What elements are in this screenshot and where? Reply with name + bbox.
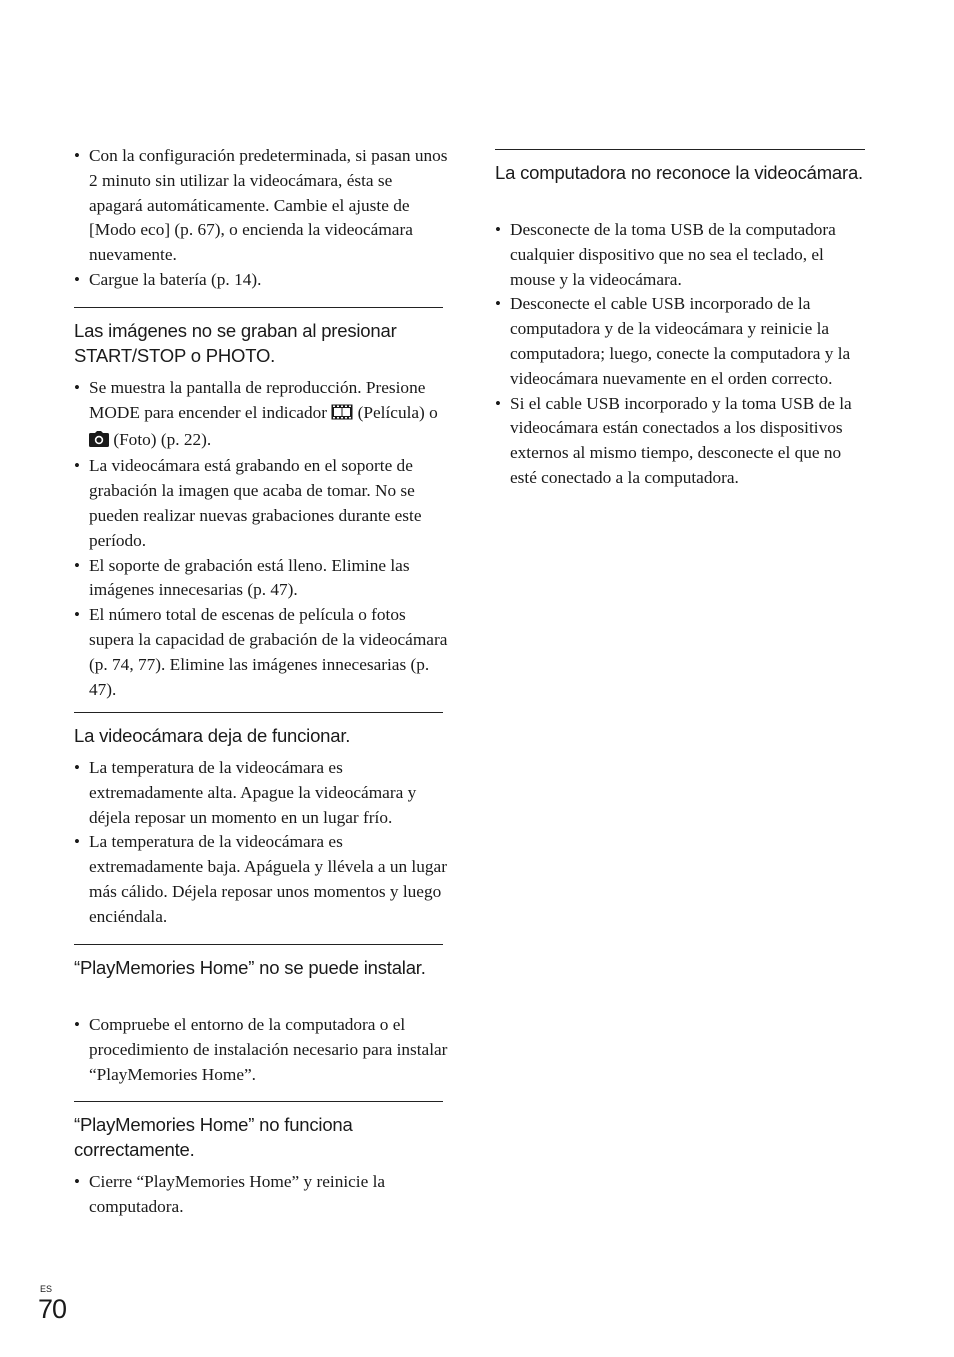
section-heading-cannot-install: “PlayMemories Home” no se puede instalar. — [74, 957, 426, 978]
list-item: • Con la configuración predeterminada, si pasan unos 2 minuto sin utilizar la videocámara, ésta se apagará automáticamente. Cambie el ajuste de [Modo eco] (p. 67), o encienda la videocámara nuevamente. — [74, 144, 449, 268]
film-strip-icon — [331, 403, 353, 428]
bullet-list-no-record — [74, 376, 449, 702]
list-item: • Desconecte el cable USB incorporado de la computadora y de la videocámara y reinicie la computadora; luego, conecte la computadora y la videocámara nuevamente en el orden correcto. — [495, 292, 871, 391]
list-item: • El soporte de grabación está lleno. Elimine las imágenes innecesarias (p. 47). — [74, 554, 449, 604]
list-item: • Si el cable USB incorporado y la toma USB de la videocámara están conectados a los dispositivos externos al mismo tiempo, desconecte el que no esté conectado a la computadora. — [495, 392, 871, 491]
page-number: 70 — [38, 1294, 67, 1324]
section-heading-not-recognized: La computadora no reconoce la videocámara. — [495, 162, 863, 183]
page-language-code: ES — [40, 1284, 53, 1294]
list-item: • Desconecte de la toma USB de la computadora cualquier dispositivo que no sea el teclado, el mouse y la videocámara. — [495, 218, 871, 292]
list-item: • La temperatura de la videocámara es extremadamente alta. Apague la videocámara y déjela reposar un momento en un lugar frío. — [74, 756, 449, 830]
bullet-list-not-working — [74, 1170, 449, 1220]
section-divider — [74, 307, 443, 308]
bullet-list-not-recognized — [495, 218, 871, 491]
section-heading-no-record: Las imágenes no se graban al presionar START/STOP o PHOTO. — [74, 320, 397, 366]
list-item: • Cierre “PlayMemories Home” y reinicie la computadora. — [74, 1170, 449, 1220]
camera-icon — [89, 430, 109, 455]
section-divider — [74, 944, 443, 945]
list-item: • Cargue la batería (p. 14). — [74, 268, 449, 293]
section-divider — [74, 1101, 443, 1102]
list-item: • Se muestra la pantalla de reproducción. Presione MODE para encender el indicador (Película) o (Foto) (p. 22). — [74, 376, 449, 454]
bullet-list-cannot-install — [74, 1013, 449, 1087]
list-item: • Compruebe el entorno de la computadora o el procedimiento de instalación necesario para instalar “PlayMemories Home”. — [74, 1013, 449, 1087]
bullet-list-stops-working — [74, 756, 449, 930]
section-divider — [74, 712, 443, 713]
section-heading-stops-working: La videocámara deja de funcionar. — [74, 725, 351, 746]
intro-bullet-list — [74, 144, 449, 293]
section-divider — [495, 149, 865, 150]
list-item: • El número total de escenas de película o fotos supera la capacidad de grabación de la videocámara (p. 74, 77). Elimine las imágenes innecesarias (p. 47). — [74, 603, 449, 702]
list-item: • La temperatura de la videocámara es extremadamente baja. Apáguela y llévela a un lugar más cálido. Déjela reposar unos momentos y luego enciéndala. — [74, 830, 449, 929]
list-item: • La videocámara está grabando en el soporte de grabación la imagen que acaba de tomar. No se pueden realizar nuevas grabaciones durante este período. — [74, 454, 449, 553]
section-heading-not-working: “PlayMemories Home” no funciona correctamente. — [74, 1114, 353, 1160]
